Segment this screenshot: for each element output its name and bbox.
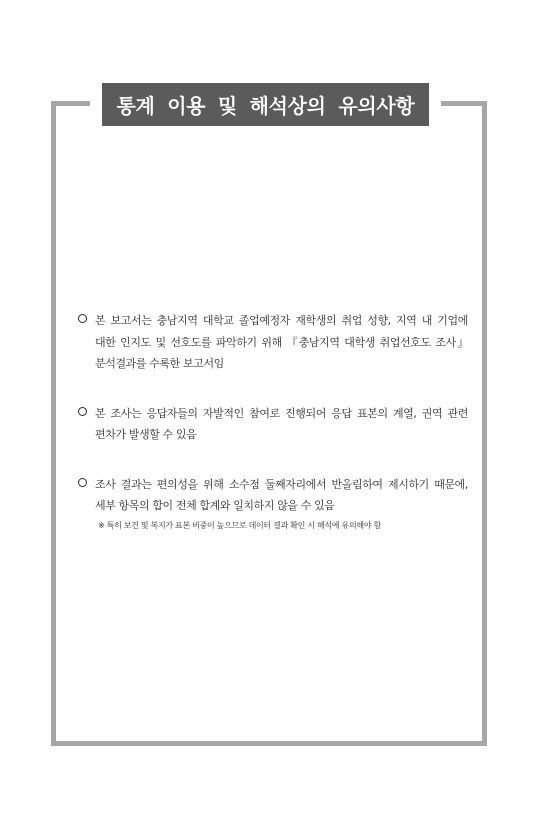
- page-title: 통계 이용 및 해석상의 유의사항: [102, 83, 429, 126]
- note-1-line-2: 대한 인지도 및 선호도를 파악하기 위해 『충남지역 대학생 취업선호도 조사』: [95, 335, 468, 349]
- title-gap-right: [429, 96, 441, 110]
- note-item-2: [78, 403, 468, 446]
- circle-bullet-icon: [78, 407, 87, 416]
- note-2-line-1: 본 조사는 응답자들의 자발적인 참여로 진행되어 응답 표본의 계열, 권역 관련: [95, 406, 468, 420]
- note-1-line-1: 본 보고서는 충남지역 대학교 졸업예정자 재학생의 취업 성향, 지역 내 기업에: [95, 314, 468, 327]
- notes-list: [78, 310, 468, 561]
- note-item-3: [78, 474, 468, 533]
- note-3-line-2: 세부 항목의 합이 전체 합계와 일치하지 않을 수 있음: [95, 499, 335, 512]
- note-1-line-3: 분석결과를 수록한 보고서임: [95, 357, 224, 370]
- note-item-1: [78, 310, 468, 375]
- note-3-line-1: 조사 결과는 편의성을 위해 소수점 둘째자리에서 반올림하여 제시하기 때문에,: [95, 477, 468, 491]
- title-gap-left: [90, 96, 102, 110]
- circle-bullet-icon: [78, 478, 87, 487]
- note-2-line-2: 편차가 발생할 수 있음: [95, 428, 197, 441]
- note-3-sub-note: ※ 특히 보건 및 복지가 표본 비중이 높으므로 데이터 결과 확인 시 해석에 유의해야 함: [98, 520, 381, 530]
- circle-bullet-icon: [78, 314, 87, 323]
